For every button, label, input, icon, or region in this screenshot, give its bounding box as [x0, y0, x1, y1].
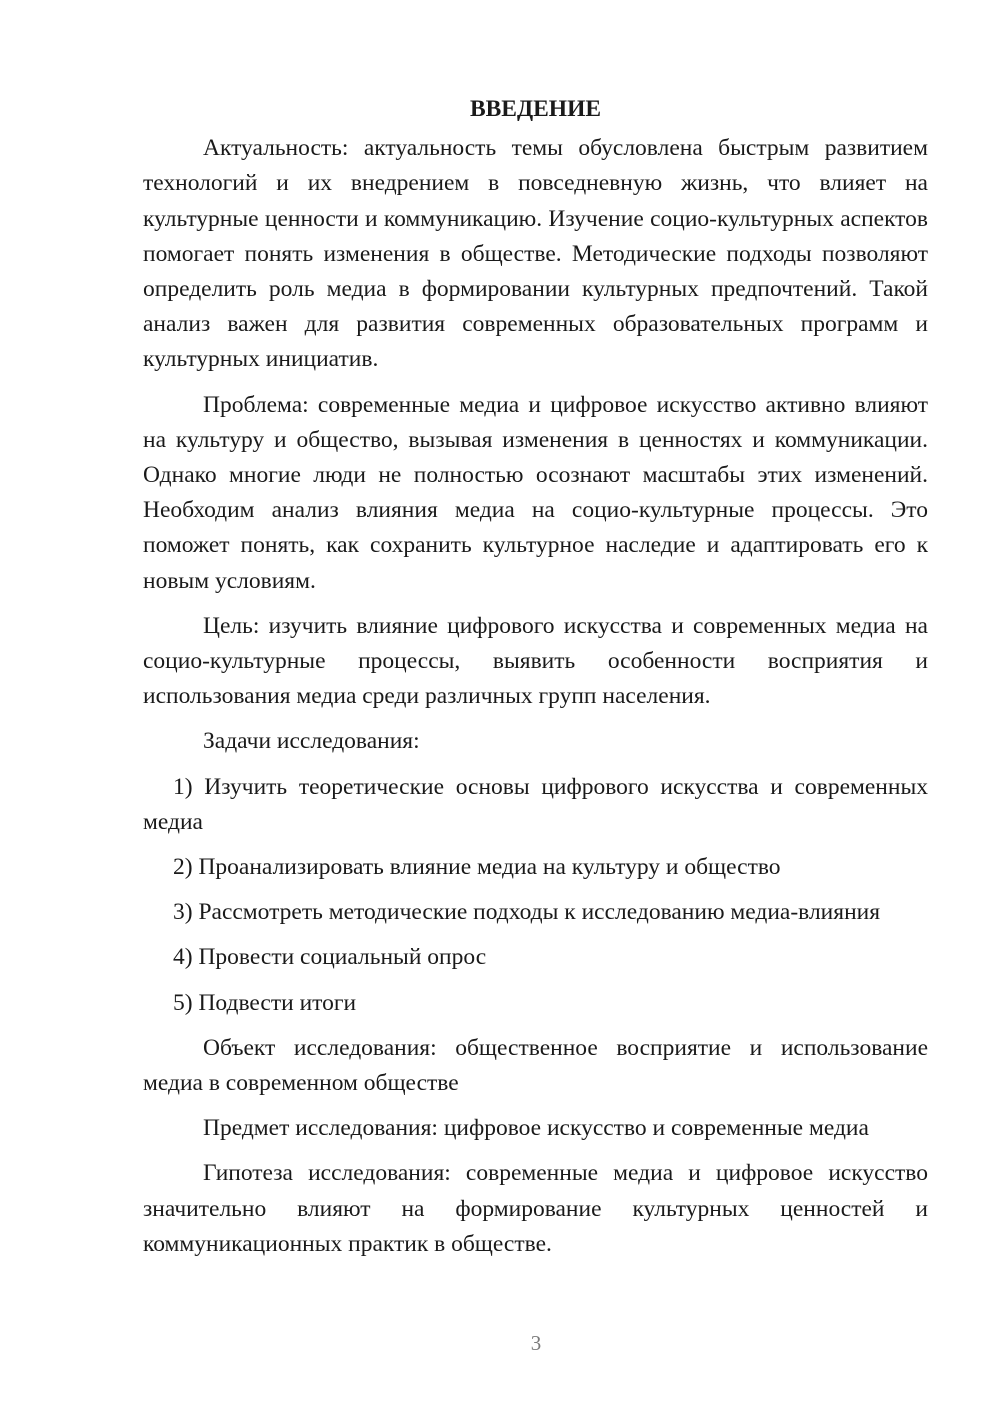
paragraph-problem: Проблема: современные медиа и цифровое искусство активно влияют на культуру и общество, вызывая изменения в ценностях и коммуникации. Однако многие люди не полностью осознают масштабы этих изменений. Необходим анализ влияния медиа на социо-культурные процессы. Это поможет понять, как сохранить культурное наследие и адаптировать его к новым условиям.	[143, 391, 928, 594]
paragraph-relevance: Актуальность: актуальность темы обусловлена быстрым развитием технологий и их внедрением в повседневную жизнь, что влияет на культурные ценности и коммуникацию. Изучение социо-культурных аспектов помогает понять изменения в обществе. Методические подходы позволяют определить роль медиа в формировании культурных предпочтений. Такой анализ важен для развития современных образовательных программ и культурных инициатив.	[143, 135, 928, 373]
task-item-1: 1) Изучить теоретические основы цифрового искусства и современных медиа	[143, 773, 928, 835]
tasks-heading: Задачи исследования:	[203, 728, 420, 755]
page-number: 3	[530, 1331, 542, 1355]
paragraph-object: Объект исследования: общественное восприятие и использование медиа в современном обществе	[143, 1034, 928, 1097]
task-item-4: 4) Провести социальный опрос	[173, 944, 487, 971]
page-content	[143, 92, 928, 1272]
paragraph-subject: Предмет исследования: цифровое искусство и современные медиа	[203, 1115, 869, 1142]
paragraph-hypothesis: Гипотеза исследования: современные медиа и цифровое искусство значительно влияют на формирование культурных ценностей и коммуникационных практик в обществе.	[143, 1160, 928, 1257]
section-title: ВВЕДЕНИЕ	[469, 96, 602, 122]
task-item-5: 5) Подвести итоги	[173, 989, 357, 1016]
task-item-2: 2) Проанализировать влияние медиа на культуру и общество	[173, 854, 781, 881]
task-item-3: 3) Рассмотреть методические подходы к исследованию медиа-влияния	[173, 899, 881, 926]
paragraph-goal: Цель: изучить влияние цифрового искусства и современных медиа на социо-культурные процессы, выявить особенности восприятия и использования медиа среди различных групп населения.	[143, 612, 928, 710]
